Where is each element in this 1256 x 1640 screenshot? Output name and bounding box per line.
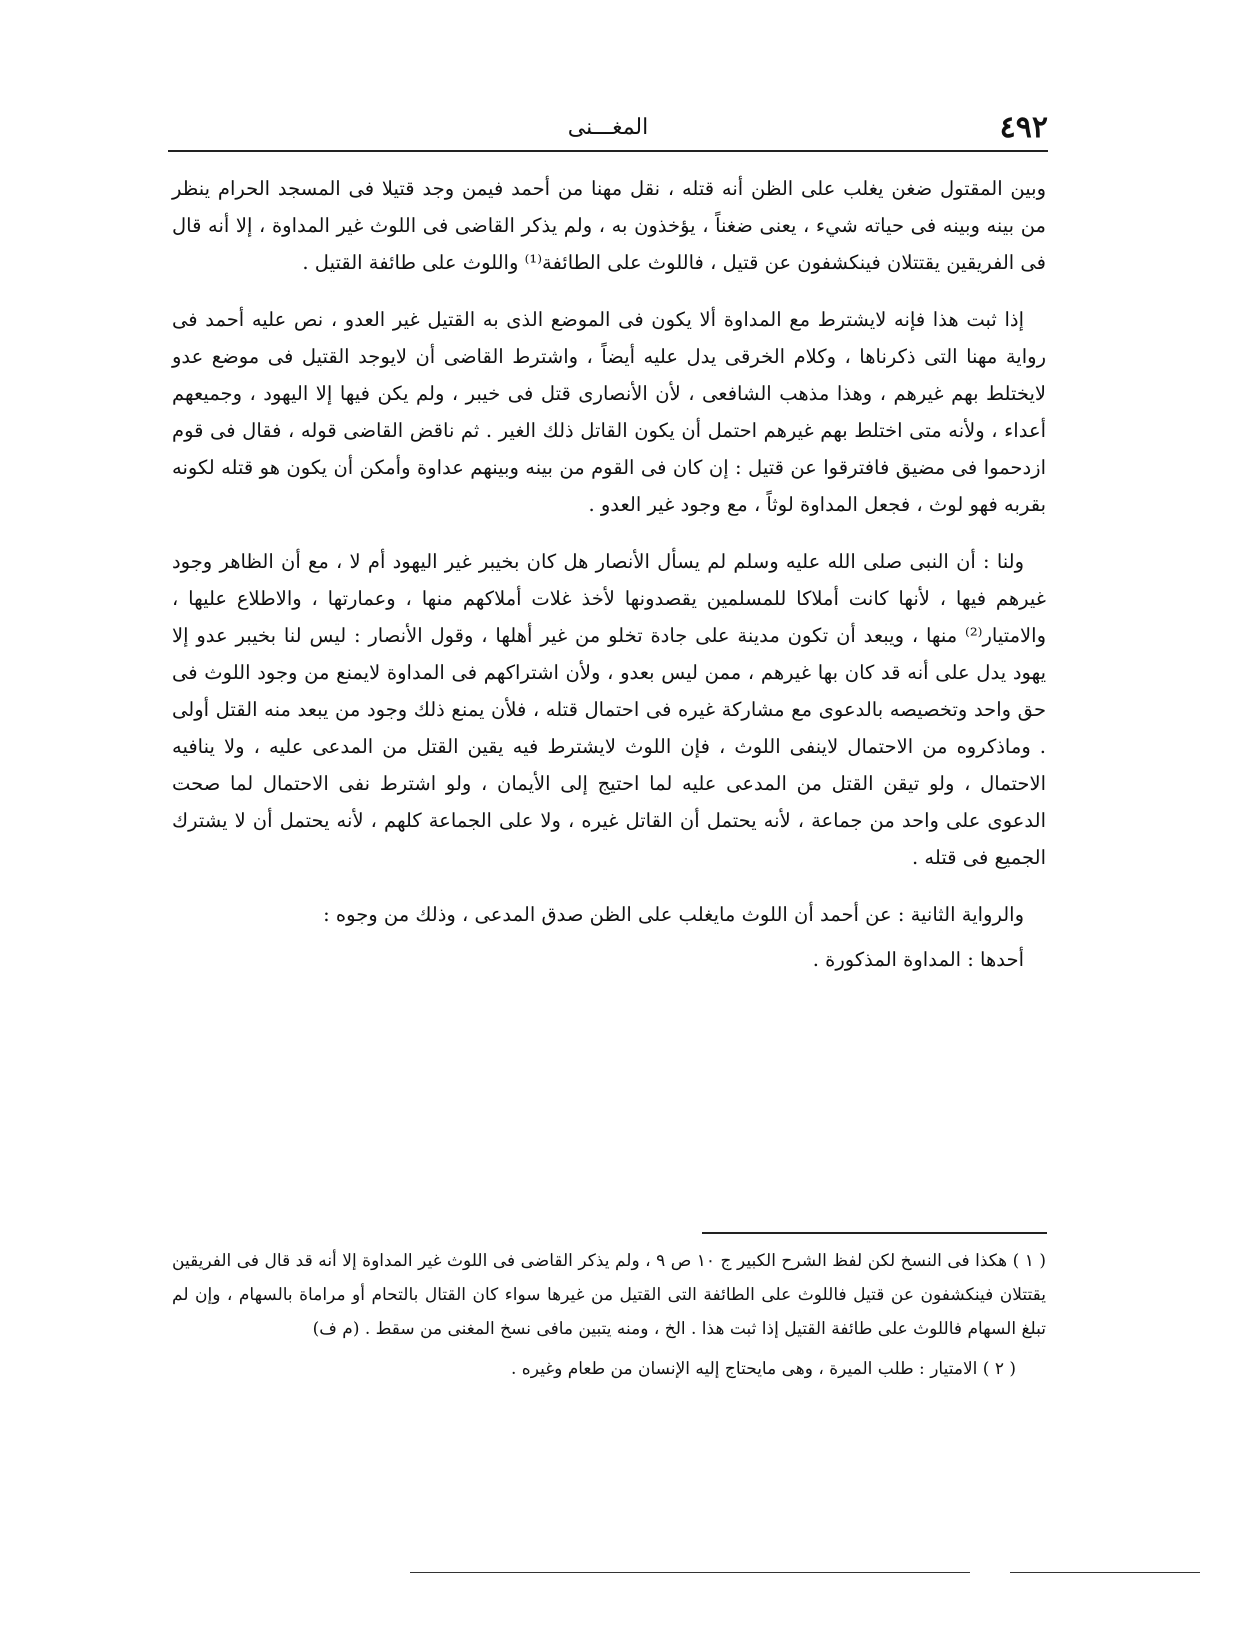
- paragraph: والرواية الثانية : عن أحمد أن اللوث مايغلب على الظن صدق المدعى ، وذلك من وجوه :: [323, 903, 1024, 926]
- page-number: ٤٩٢: [999, 110, 1048, 145]
- bottom-rule: [410, 1572, 970, 1573]
- main-text: [172, 170, 1046, 998]
- paragraph: ولنا : أن النبى صلى الله عليه وسلم لم يسأل الأنصار هل كان بخيبر غير اليهود أم لا ، مع أن الظاهر وجود غيرهم فيها ، لأنها كانت أملاكا للمسلمين يقصدونها لأخذ غلات أملاكهم منها ، وعمارتها ، والاطلاع عليها ، والامتيار⁽²⁾ منها ، ويبعد أن تكون مدينة على جادة تخلو من غير أهلها ، وقول الأنصار : ليس لنا بخيبر عدو إلا يهود يدل على أنه قد كان بها غيرهم ، ممن ليس بعدو ، ولأن اشتراكهم فى المداوة لايمنع من وجود اللوث فى حق واحد وتخصيصه بالدعوى مع مشاركة غيره فى احتمال قتله ، فلأن يمنع ذلك وجود من يبعد منه القتل أولى . وماذكروه من الاحتمال لاينفى اللوث ، فإن اللوث لايشترط فيه يقين القتل من المدعى عليه ، ولا ينافيه الاحتمال ، ولو تيقن القتل من المدعى عليه لما احتيج إلى الأيمان ، ولو اشترط نفى الاحتمال لما صحت الدعوى على واحد من جماعة ، لأنه يحتمل أن القاتل غيره ، ولا على الجماعة كلهم ، لأنه يحتمل أن لا يشترك الجميع فى قتله .: [172, 550, 1046, 869]
- paragraph: إذا ثبت هذا فإنه لايشترط مع المداوة ألا يكون فى الموضع الذى به القتيل غير العدو ، نص عليه أحمد فى رواية مهنا التى ذكرناها ، وكلام الخرقى يدل عليه أيضاً ، واشترط القاضى أن لايوجد القتيل فى موضع عدو لايختلط بهم غيرهم ، وهذا مذهب الشافعى ، لأن الأنصارى قتل فى خيبر ، ولم يكن فيها إلا اليهود ، وجميعهم أعداء ، ولأنه متى اختلط بهم غيرهم احتمل أن يكون القاتل ذلك الغير . ثم ناقض القاضى قوله ، فقال فى قوم ازدحموا فى مضيق فافترقوا عن قتيل : إن كان فى القوم من بينه وبينهم عداوة وأمكن أن يكون هو قتله لكونه بقربه فهو لوث ، فجعل المداوة لوثاً ، مع وجود غير العدو .: [172, 308, 1046, 516]
- paragraph: وبين المقتول ضغن يغلب على الظن أنه قتله ، نقل مهنا من أحمد فيمن وجد قتيلا فى المسجد الحرام ينظر من بينه وبينه فى حياته شيء ، يعنى ضغناً ، يؤخذون به ، ولم يذكر القاضى فى اللوث غير المداوة ، إلا أنه قال فى الفريقين يقتتلان فينكشفون عن قتيل ، فاللوث على الطائفة⁽¹⁾ واللوث على طائفة القتيل .: [172, 177, 1046, 274]
- header-rule: [168, 150, 1048, 152]
- paragraph: أحدها : المداوة المذكورة .: [812, 948, 1024, 971]
- bottom-rule: [1010, 1572, 1200, 1573]
- footnote: ( ٢ ) الامتيار : طلب الميرة ، وهى مايحتاج إليه الإنسان من طعام وغيره .: [510, 1359, 1016, 1379]
- footnote-separator: [702, 1232, 1047, 1234]
- footnotes: [172, 1244, 1046, 1392]
- running-title: المغـــنى: [567, 115, 649, 140]
- footnote: ( ١ ) هكذا فى النسخ لكن لفظ الشرح الكبير ج ١٠ ص ٩ ، ولم يذكر القاضى فى اللوث غير المداوة إلا أنه قد قال فى الفريقين يقتتلان فينكشفون عن قتيل فاللوث على الطائفة التى القتيل من غيرها سواء كان القتال بالتحام أو مراماة بالسهام ، وإن لم تبلغ السهام فاللوث على طائفة القتيل إذا ثبت هذا . الخ ، ومنه يتبين مافى نسخ المغنى من سقط . (م ف): [172, 1251, 1046, 1339]
- page-header: [168, 108, 1048, 148]
